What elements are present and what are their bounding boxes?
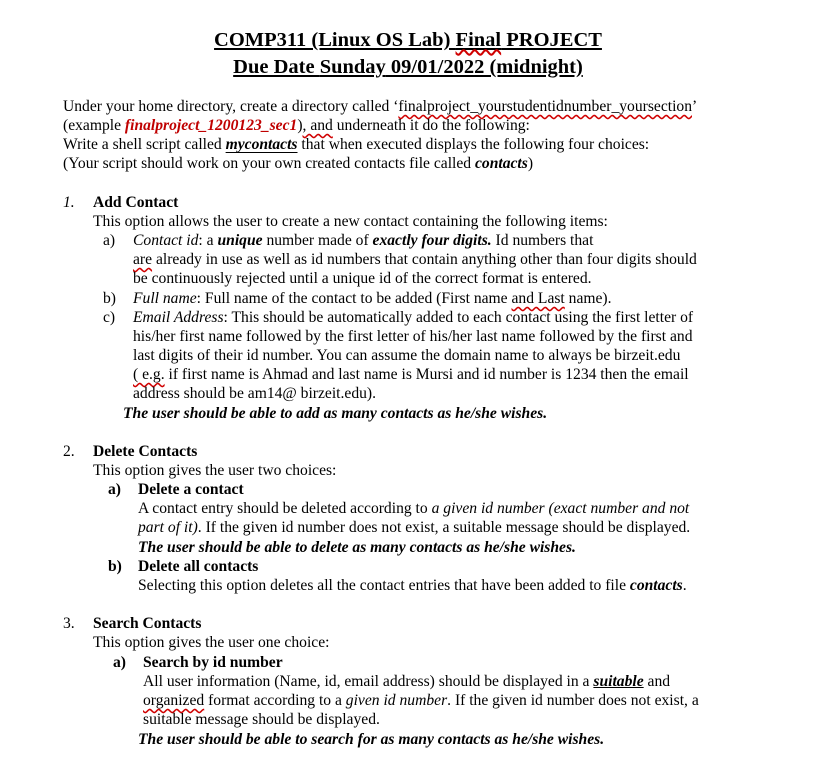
item-1b-line-1: Full name: Full name of the contact to be added (First name and Last name). (133, 290, 612, 307)
intro-line-4: (Your script should work on your own created contacts file called contacts) (63, 155, 534, 172)
item-1c-line-4: ( e.g. if first name is Ahmad and last name is Mursi and id number is 1234 then the email (133, 366, 689, 383)
intro-line-3: Write a shell script called mycontacts that when executed displays the following four choices: (63, 136, 650, 153)
item-2a-note: The user should be able to delete as many contacts as he/she wishes. (138, 539, 576, 556)
title-line-2: Due Date Sunday 09/01/2022 (midnight) (233, 56, 583, 78)
item-3a-marker: a) (113, 654, 126, 671)
intro-line-1: Under your home directory, create a directory called ‘finalproject_yourstudentidnumber_yoursection’ (63, 98, 698, 115)
section-1-number: 1. (63, 194, 75, 211)
item-1c-line-3: last digits of their id number. You can assume the domain name to always be birzeit.edu (133, 347, 681, 364)
item-1a-line-3: be continuously rejected until a unique id of the correct format is entered. (133, 270, 592, 287)
item-3a-line-2: organized format according to a given id number. If the given id number does not exist, a (143, 692, 699, 709)
item-1a-marker: a) (103, 232, 116, 249)
item-3a-line-1: All user information (Name, id, email address) should be displayed in a suitable and (143, 673, 671, 690)
item-2a-line-1: A contact entry should be deleted according to a given id number (exact number and not (138, 500, 690, 517)
item-2a-heading: Delete a contact (138, 481, 244, 498)
section-3-heading: Search Contacts (93, 615, 202, 632)
item-1c-line-5: address should be am14@ birzeit.edu). (133, 385, 377, 402)
item-1a-line-1: Contact id: a unique number made of exactly four digits. Id numbers that (133, 232, 594, 249)
item-2b-line-1: Selecting this option deletes all the contact entries that have been added to file contacts. (138, 577, 687, 594)
section-2-number: 2. (63, 443, 75, 460)
section-2-heading: Delete Contacts (93, 443, 198, 460)
section-1-description: This option allows the user to create a new contact containing the following items: (93, 213, 608, 230)
item-3a-line-3: suitable message should be displayed. (143, 711, 380, 728)
item-1c-line-1: Email Address: This should be automatically added to each contact using the first letter of (133, 309, 694, 326)
item-1c-marker: c) (103, 309, 116, 326)
item-1b-marker: b) (103, 290, 116, 307)
section-3-number: 3. (63, 615, 75, 632)
item-3a-heading: Search by id number (143, 654, 283, 671)
item-2a-line-2: part of it). If the given id number does not exist, a suitable message should be displayed. (138, 519, 691, 536)
item-2a-marker: a) (108, 481, 121, 498)
section-2-description: This option gives the user two choices: (93, 462, 337, 479)
item-3a-note: The user should be able to search for as many contacts as he/she wishes. (138, 731, 605, 748)
section-3-description: This option gives the user one choice: (93, 634, 330, 651)
section-1-heading: Add Contact (93, 194, 179, 211)
item-2b-marker: b) (108, 558, 122, 575)
item-1a-line-2: are already in use as well as id numbers that contain anything other than four digits should (133, 251, 697, 268)
title-line-1: COMP311 (Linux OS Lab) Final PROJECT (214, 29, 602, 51)
item-2b-heading: Delete all contacts (138, 558, 259, 575)
intro-line-2: (example finalproject_1200123_sec1), and underneath it do the following: (63, 117, 530, 134)
item-1c-line-2: his/her first name followed by the first letter of his/her last name followed by the first and (133, 328, 693, 345)
section-1-note: The user should be able to add as many contacts as he/she wishes. (123, 405, 548, 422)
